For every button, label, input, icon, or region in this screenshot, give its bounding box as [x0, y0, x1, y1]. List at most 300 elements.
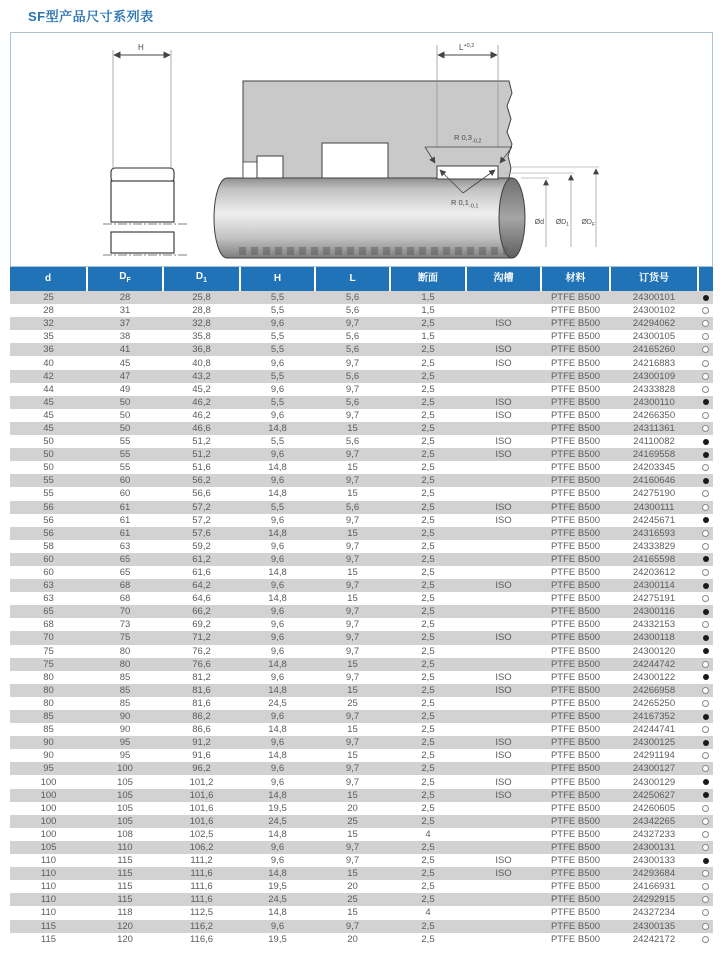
cell-dF: 61 [119, 501, 131, 513]
seal-element-large [322, 143, 388, 178]
cell-section: 2,5 [421, 776, 435, 788]
cell-dF: 41 [119, 344, 131, 356]
seal-profile-lower [111, 232, 174, 253]
cell-stock_dot [698, 605, 713, 618]
cell-groove [466, 553, 541, 566]
cell-d1: 101,2 [189, 776, 214, 788]
cell-order_no: 24300109 [632, 370, 676, 382]
cell-d: 115 [40, 933, 57, 945]
cell-dF: 85 [119, 697, 131, 709]
open-dot-icon [702, 896, 709, 903]
cell-dF: 108 [117, 828, 133, 840]
cell-groove [466, 540, 541, 553]
cell-d: 60 [43, 567, 54, 579]
filled-dot-icon [703, 452, 709, 458]
cell-section: 2,5 [421, 540, 435, 552]
cell-material: PTFE B500 [550, 357, 601, 369]
cell-groove [466, 920, 541, 933]
cell-order_no: 24300105 [632, 331, 676, 343]
cell-section: 4 [425, 907, 431, 919]
cell-L: 15 [347, 422, 358, 434]
cell-section: 2,5 [421, 475, 435, 487]
filled-dot-icon [703, 779, 709, 785]
cell-L: 9,7 [345, 449, 360, 461]
cell-stock_dot [698, 933, 713, 946]
cell-d1: 101,6 [189, 802, 214, 814]
table-row [10, 540, 713, 553]
cell-groove [466, 933, 541, 946]
cell-H: 24,5 [268, 894, 287, 906]
filled-dot-icon [703, 609, 709, 615]
cell-d: 110 [40, 855, 57, 867]
cell-order_no: 24216883 [632, 357, 676, 369]
table-row [10, 370, 713, 383]
cell-L: 5,6 [345, 331, 360, 343]
cell-order_no: 24300131 [632, 841, 676, 853]
cell-section: 2,5 [421, 344, 435, 356]
cell-L: 15 [347, 527, 358, 539]
cell-groove [466, 815, 541, 828]
cell-L: 15 [347, 907, 358, 919]
cell-H: 9,6 [270, 357, 285, 369]
filled-dot-icon [703, 556, 709, 562]
open-dot-icon [702, 464, 709, 471]
cell-d: 80 [43, 697, 54, 709]
cell-material: PTFE B500 [550, 737, 601, 749]
filled-dot-icon [703, 740, 709, 746]
cell-dF: 110 [117, 841, 133, 853]
cell-L: 25 [347, 815, 358, 827]
cell-d: 32 [43, 318, 54, 330]
cell-section: 2,5 [421, 409, 435, 421]
open-dot-icon [702, 936, 709, 943]
cell-L: 20 [347, 802, 358, 814]
cell-order_no: 24327234 [632, 907, 676, 919]
cell-L: 5,6 [345, 501, 360, 513]
cell-d1: 61,2 [192, 553, 211, 565]
cell-d1: 111,6 [190, 894, 213, 906]
cell-section: 2,5 [421, 488, 435, 500]
cell-groove: ISO [495, 344, 512, 356]
cell-groove [466, 461, 541, 474]
cell-material: PTFE B500 [550, 344, 601, 356]
cell-stock_dot [698, 304, 713, 317]
cell-groove [466, 487, 541, 500]
cell-d1: 81,6 [192, 697, 211, 709]
cell-d1: 25,8 [192, 292, 211, 304]
cell-H: 9,6 [270, 841, 285, 853]
open-dot-icon [702, 700, 709, 707]
cell-H: 14,8 [268, 593, 287, 605]
cell-material: PTFE B500 [550, 881, 601, 893]
cell-groove [466, 710, 541, 723]
open-dot-icon [702, 870, 709, 877]
cell-groove: ISO [495, 671, 512, 683]
table-row [10, 710, 713, 723]
cell-d: 80 [43, 684, 54, 696]
cell-dF: 115 [117, 894, 133, 906]
cell-d: 44 [43, 383, 54, 395]
cell-dF: 105 [117, 789, 133, 801]
cell-material: PTFE B500 [550, 645, 601, 657]
cell-d1: 106,2 [189, 841, 214, 853]
cell-H: 9,6 [270, 645, 285, 657]
cell-material: PTFE B500 [550, 593, 601, 605]
open-dot-icon [702, 923, 709, 930]
cell-d1: 57,2 [192, 514, 211, 526]
open-dot-icon [702, 490, 709, 497]
cell-L: 9,7 [345, 318, 360, 330]
cell-material: PTFE B500 [550, 658, 601, 670]
cell-dF: 61 [119, 527, 131, 539]
dia-d1-label: $ØD_1$ [555, 219, 569, 228]
cell-stock_dot [698, 618, 713, 631]
cell-section: 2,5 [421, 802, 435, 814]
cell-order_no: 24265250 [632, 697, 676, 709]
table-row [10, 435, 713, 448]
cell-H: 9,6 [270, 318, 285, 330]
cell-dF: 80 [119, 658, 131, 670]
cell-order_no: 24169558 [632, 449, 676, 461]
cell-order_no: 24300122 [632, 671, 676, 683]
cell-groove [466, 893, 541, 906]
cell-d: 105 [40, 841, 57, 853]
cell-order_no: 24166931 [632, 881, 676, 893]
column-header-d1: $D_1$ [163, 267, 240, 291]
cell-H: 24,5 [268, 697, 287, 709]
cell-d: 100 [40, 815, 57, 827]
cell-order_no: 24165260 [632, 344, 676, 356]
cell-material: PTFE B500 [550, 855, 601, 867]
cell-d1: 102,5 [189, 828, 214, 840]
cell-section: 2,5 [421, 370, 435, 382]
cell-d: 70 [43, 632, 54, 644]
cell-dF: 100 [117, 763, 133, 775]
cell-order_no: 24266958 [632, 684, 676, 696]
table-row [10, 736, 713, 749]
table-row [10, 304, 713, 317]
cell-groove [466, 383, 541, 396]
cell-H: 14,8 [268, 828, 287, 840]
cell-order_no: 24167352 [632, 711, 676, 723]
table-row [10, 527, 713, 540]
cell-d: 65 [43, 606, 54, 618]
cell-dF: 85 [119, 684, 131, 696]
cell-d1: 71,2 [192, 632, 211, 644]
cell-groove [466, 605, 541, 618]
cell-material: PTFE B500 [550, 540, 601, 552]
cell-section: 2,5 [421, 920, 435, 932]
open-dot-icon [702, 530, 709, 537]
cell-order_no: 24160646 [632, 475, 676, 487]
cell-section: 2,5 [421, 396, 435, 408]
cell-d: 63 [43, 580, 54, 592]
cell-H: 9,6 [270, 737, 285, 749]
cell-L: 20 [347, 881, 358, 893]
cell-order_no: 24300135 [632, 920, 676, 932]
cell-groove: ISO [495, 684, 512, 696]
cell-material: PTFE B500 [550, 318, 601, 330]
open-dot-icon [702, 818, 709, 825]
column-header-d: d [10, 267, 87, 291]
cell-dF: 50 [119, 409, 131, 421]
open-dot-icon [702, 386, 709, 393]
cell-d1: 46,6 [192, 422, 211, 434]
column-header-stock_dot [698, 267, 713, 291]
cell-L: 5,6 [345, 344, 360, 356]
cell-stock_dot [698, 540, 713, 553]
open-dot-icon [702, 909, 709, 916]
cell-dF: 73 [119, 619, 131, 631]
cell-L: 20 [347, 933, 358, 945]
cell-dF: 38 [119, 331, 131, 343]
table-row [10, 343, 713, 356]
cell-groove: ISO [495, 449, 512, 461]
cell-d: 56 [43, 501, 54, 513]
cell-section: 2,5 [421, 684, 435, 696]
cell-dF: 63 [119, 540, 131, 552]
filled-dot-icon [703, 399, 709, 405]
cell-groove [466, 828, 541, 841]
table-row [10, 789, 713, 802]
cell-groove [466, 370, 541, 383]
open-dot-icon [702, 752, 709, 759]
cell-dF: 115 [117, 881, 133, 893]
table-row [10, 723, 713, 736]
cell-d1: 76,2 [192, 645, 211, 657]
cell-dF: 68 [119, 593, 131, 605]
cell-d: 100 [40, 828, 57, 840]
cell-d1: 64,2 [192, 580, 211, 592]
open-dot-icon [702, 425, 709, 432]
table-row [10, 553, 713, 566]
cell-dF: 120 [117, 933, 133, 945]
cell-material: PTFE B500 [550, 305, 601, 317]
cell-order_no: 24300114 [633, 580, 675, 592]
open-dot-icon [702, 320, 709, 327]
table-row [10, 815, 713, 828]
cell-material: PTFE B500 [550, 514, 601, 526]
cell-groove: ISO [495, 436, 512, 448]
table-row [10, 605, 713, 618]
cell-dF: 28 [119, 292, 131, 304]
cell-material: PTFE B500 [550, 802, 601, 814]
cell-d: 50 [43, 449, 54, 461]
cell-groove: ISO [495, 501, 512, 513]
cell-section: 1,5 [421, 292, 435, 304]
cell-section: 1,5 [421, 305, 435, 317]
cell-H: 9,6 [270, 514, 285, 526]
cell-stock_dot [698, 592, 713, 605]
cell-groove [466, 592, 541, 605]
cell-H: 9,6 [270, 619, 285, 631]
cell-d1: 28,8 [192, 305, 211, 317]
cell-d: 45 [43, 422, 54, 434]
cell-stock_dot [698, 789, 713, 802]
cell-H: 14,8 [268, 527, 287, 539]
cell-L: 9,7 [345, 540, 360, 552]
cell-d: 100 [40, 789, 57, 801]
cell-material: PTFE B500 [550, 711, 601, 723]
cell-dF: 45 [119, 357, 131, 369]
cell-H: 5,5 [270, 292, 285, 304]
cell-section: 2,5 [421, 868, 435, 880]
table-row [10, 474, 713, 487]
filled-dot-icon [703, 583, 709, 589]
cell-H: 19,5 [268, 881, 287, 893]
cell-stock_dot [698, 448, 713, 461]
cell-stock_dot [698, 815, 713, 828]
cell-stock_dot [698, 671, 713, 684]
technical-drawing [11, 33, 712, 266]
cell-order_no: 24300125 [632, 737, 676, 749]
cell-d1: 59,2 [192, 540, 211, 552]
cell-order_no: 24260605 [632, 802, 676, 814]
cell-dF: 68 [119, 580, 131, 592]
cell-H: 19,5 [268, 802, 287, 814]
cell-material: PTFE B500 [550, 907, 601, 919]
cell-d1: 57,2 [192, 501, 211, 513]
cell-order_no: 24327233 [632, 828, 676, 840]
seal-profile-body [111, 181, 174, 222]
cell-L: 25 [347, 697, 358, 709]
cell-section: 2,5 [421, 501, 435, 513]
cell-groove [466, 422, 541, 435]
cell-order_no: 24342265 [632, 815, 676, 827]
cell-stock_dot [698, 487, 713, 500]
cell-d1: 111,6 [190, 868, 213, 880]
cell-dF: 70 [119, 606, 131, 618]
cell-H: 9,6 [270, 855, 285, 867]
table-row [10, 854, 713, 867]
cell-section: 4 [425, 828, 431, 840]
cell-d: 56 [43, 514, 54, 526]
cell-order_no: 24300102 [632, 305, 676, 317]
cell-H: 9,6 [270, 475, 285, 487]
table-row [10, 697, 713, 710]
cell-dF: 85 [119, 671, 131, 683]
cell-dF: 37 [119, 318, 131, 330]
cell-stock_dot [698, 474, 713, 487]
cell-section: 2,5 [421, 881, 435, 893]
cell-dF: 65 [119, 567, 131, 579]
cell-section: 1,5 [421, 331, 435, 343]
cell-section: 2,5 [421, 527, 435, 539]
column-header-dF: $D_F$ [87, 267, 163, 291]
cell-d: 90 [43, 737, 54, 749]
cell-stock_dot [698, 461, 713, 474]
cell-material: PTFE B500 [550, 724, 601, 736]
cell-d1: 64,6 [192, 593, 211, 605]
cell-d1: 43,2 [192, 370, 211, 382]
cell-dF: 65 [119, 553, 131, 565]
cell-material: PTFE B500 [550, 501, 601, 513]
cell-stock_dot [698, 775, 713, 788]
cell-L: 15 [347, 828, 358, 840]
cell-section: 2,5 [421, 449, 435, 461]
cell-material: PTFE B500 [550, 475, 601, 487]
cell-section: 2,5 [421, 855, 435, 867]
open-dot-icon [702, 883, 709, 890]
cell-material: PTFE B500 [550, 619, 601, 631]
cell-d: 56 [43, 527, 54, 539]
cell-section: 2,5 [421, 357, 435, 369]
cell-d: 110 [40, 868, 57, 880]
open-dot-icon [702, 661, 709, 668]
table-row [10, 356, 713, 369]
cell-stock_dot [698, 291, 713, 304]
table-row [10, 631, 713, 644]
cell-order_no: 24333829 [632, 540, 676, 552]
cell-L: 9,7 [345, 619, 360, 631]
cell-order_no: 24292915 [632, 894, 676, 906]
sf-ring-in-groove [437, 166, 498, 179]
cell-section: 2,5 [421, 671, 435, 683]
cell-L: 5,6 [345, 436, 360, 448]
cell-material: PTFE B500 [550, 462, 601, 474]
cell-d1: 45,2 [192, 383, 211, 395]
cell-groove: ISO [495, 855, 512, 867]
cell-material: PTFE B500 [550, 553, 601, 565]
open-dot-icon [702, 621, 709, 628]
cell-H: 19,5 [268, 933, 287, 945]
cell-H: 9,6 [270, 920, 285, 932]
cell-H: 9,6 [270, 776, 285, 788]
cell-groove [466, 566, 541, 579]
cell-H: 5,5 [270, 396, 285, 408]
table-row [10, 330, 713, 343]
cell-section: 2,5 [421, 606, 435, 618]
h-dimension-label: H [138, 43, 144, 52]
table-row [10, 487, 713, 500]
cell-section: 2,5 [421, 697, 435, 709]
cell-section: 2,5 [421, 436, 435, 448]
cell-dF: 80 [119, 645, 131, 657]
cell-d1: 101,6 [189, 815, 214, 827]
cell-d1: 61,6 [192, 567, 211, 579]
dimension-series-table [10, 267, 713, 946]
cell-d: 80 [43, 671, 54, 683]
cell-dF: 115 [117, 868, 133, 880]
cell-material: PTFE B500 [550, 383, 601, 395]
open-dot-icon [702, 765, 709, 772]
cell-d: 25 [43, 292, 54, 304]
filled-dot-icon [703, 517, 709, 523]
cell-dF: 61 [119, 514, 131, 526]
cell-order_no: 24300116 [633, 606, 675, 618]
cell-H: 14,8 [268, 684, 287, 696]
table-row [10, 461, 713, 474]
table-row [10, 501, 713, 514]
cell-material: PTFE B500 [550, 422, 601, 434]
cell-dF: 47 [119, 370, 131, 382]
cell-material: PTFE B500 [550, 449, 601, 461]
cell-groove [466, 618, 541, 631]
cell-stock_dot [698, 920, 713, 933]
cell-groove [466, 723, 541, 736]
cell-section: 2,5 [421, 658, 435, 670]
cell-groove [466, 330, 541, 343]
cell-d1: 116,6 [189, 933, 214, 945]
cell-d: 63 [43, 593, 54, 605]
cell-d: 100 [40, 802, 57, 814]
filled-dot-icon [703, 295, 709, 301]
cell-L: 15 [347, 868, 358, 880]
cell-dF: 55 [119, 462, 131, 474]
cell-order_no: 24300111 [633, 501, 675, 513]
cell-d: 75 [43, 658, 54, 670]
cell-d1: 36,8 [192, 344, 211, 356]
